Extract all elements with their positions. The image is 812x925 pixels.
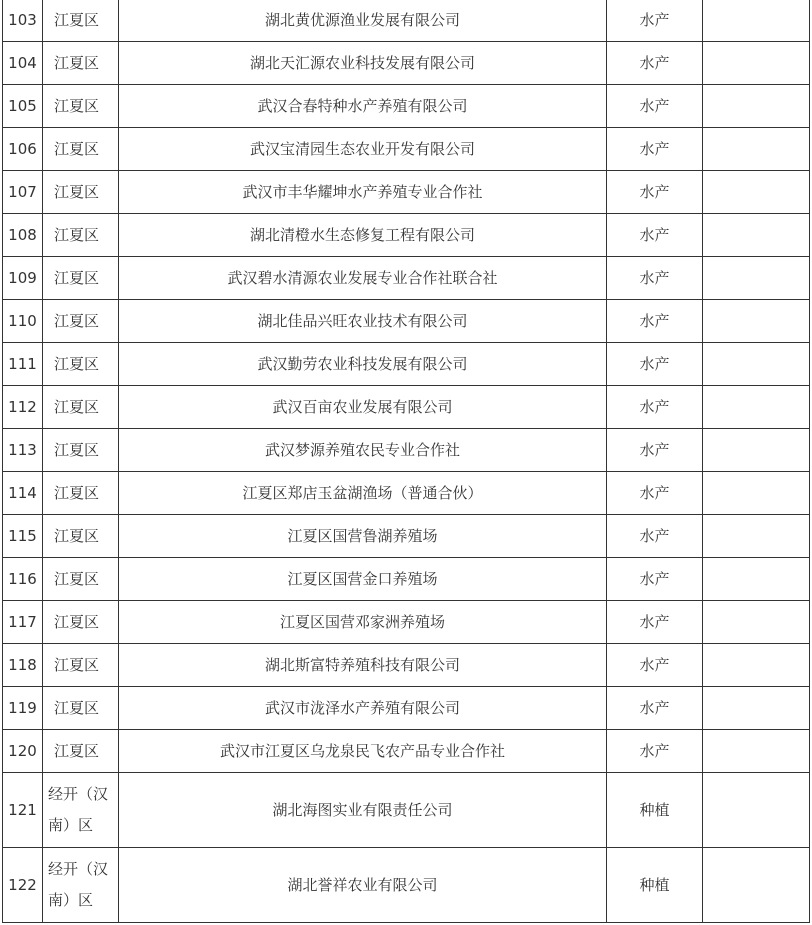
note-cell [703,42,810,85]
company-name-cell: 武汉宝清园生态农业开发有限公司 [119,128,607,171]
district-cell: 江夏区 [43,472,119,515]
table-row [3,601,810,644]
note-cell [703,214,810,257]
category-cell: 水产 [607,0,703,42]
table-row [3,343,810,386]
note-cell [703,257,810,300]
note-cell [703,644,810,687]
row-number: 118 [3,644,43,687]
row-number: 107 [3,171,43,214]
category-cell: 水产 [607,42,703,85]
row-number: 105 [3,85,43,128]
company-name-cell: 湖北海图实业有限责任公司 [119,773,607,848]
company-name-cell: 江夏区国营金口养殖场 [119,558,607,601]
category-cell: 水产 [607,343,703,386]
company-name-cell: 武汉市江夏区乌龙泉民飞农产品专业合作社 [119,730,607,773]
note-cell [703,429,810,472]
district-line-1: 经开（汉 [48,785,109,803]
company-name-cell: 武汉梦源养殖农民专业合作社 [119,429,607,472]
table-row [3,687,810,730]
row-number: 115 [3,515,43,558]
note-cell [703,601,810,644]
table-row [3,644,810,687]
category-cell: 水产 [607,214,703,257]
company-name-cell: 武汉勤劳农业科技发展有限公司 [119,343,607,386]
district-cell: 江夏区 [43,214,119,257]
row-number: 119 [3,687,43,730]
row-number: 117 [3,601,43,644]
district-cell: 江夏区 [43,0,119,42]
company-name-cell: 湖北清橙水生态修复工程有限公司 [119,214,607,257]
district-cell: 江夏区 [43,85,119,128]
district-cell: 江夏区 [43,42,119,85]
row-number: 104 [3,42,43,85]
district-line-2: 南）区 [48,891,94,909]
company-name-cell: 江夏区郑店玉盆湖渔场（普通合伙） [119,472,607,515]
row-number: 103 [3,0,43,42]
row-number: 112 [3,386,43,429]
note-cell [703,85,810,128]
table-row [3,848,810,923]
table-row [3,257,810,300]
company-name-cell: 湖北誉祥农业有限公司 [119,848,607,923]
company-name-cell: 武汉市泷泽水产养殖有限公司 [119,687,607,730]
category-cell: 水产 [607,128,703,171]
category-cell: 水产 [607,472,703,515]
category-cell: 水产 [607,687,703,730]
district-cell: 江夏区 [43,300,119,343]
district-cell: 江夏区 [43,558,119,601]
note-cell [703,515,810,558]
table-row [3,515,810,558]
table-row [3,429,810,472]
category-cell: 水产 [607,730,703,773]
note-cell [703,687,810,730]
table-row [3,128,810,171]
company-name-cell: 江夏区国营邓家洲养殖场 [119,601,607,644]
row-number: 114 [3,472,43,515]
note-cell [703,472,810,515]
note-cell [703,0,810,42]
note-cell [703,730,810,773]
category-cell: 水产 [607,429,703,472]
company-name-cell: 武汉市丰华耀坤水产养殖专业合作社 [119,171,607,214]
row-number: 116 [3,558,43,601]
table-row [3,472,810,515]
table-row [3,171,810,214]
category-cell: 水产 [607,601,703,644]
row-number: 111 [3,343,43,386]
category-cell: 种植 [607,773,703,848]
note-cell [703,773,810,848]
district-cell: 江夏区 [43,644,119,687]
note-cell [703,558,810,601]
district-cell: 江夏区 [43,257,119,300]
district-cell: 江夏区 [43,128,119,171]
district-cell: 江夏区 [43,687,119,730]
district-cell: 江夏区 [43,171,119,214]
row-number: 110 [3,300,43,343]
note-cell [703,300,810,343]
note-cell [703,128,810,171]
note-cell [703,343,810,386]
district-cell: 江夏区 [43,730,119,773]
note-cell [703,386,810,429]
row-number: 106 [3,128,43,171]
district-cell [43,773,119,848]
company-name-cell: 江夏区国营鲁湖养殖场 [119,515,607,558]
district-line-2: 南）区 [48,816,94,834]
table-body [3,0,810,923]
district-cell: 江夏区 [43,386,119,429]
category-cell: 水产 [607,644,703,687]
table-row [3,558,810,601]
category-cell: 种植 [607,848,703,923]
note-cell [703,171,810,214]
company-name-cell: 武汉百亩农业发展有限公司 [119,386,607,429]
category-cell: 水产 [607,515,703,558]
company-name-cell: 湖北斯富特养殖科技有限公司 [119,644,607,687]
category-cell: 水产 [607,558,703,601]
table-row [3,730,810,773]
enterprise-table [2,0,810,923]
district-line-1: 经开（汉 [48,860,109,878]
table-row [3,386,810,429]
company-name-cell: 武汉碧水清源农业发展专业合作社联合社 [119,257,607,300]
company-name-cell: 湖北天汇源农业科技发展有限公司 [119,42,607,85]
district-cell: 江夏区 [43,429,119,472]
category-cell: 水产 [607,386,703,429]
category-cell: 水产 [607,300,703,343]
district-cell: 江夏区 [43,515,119,558]
company-name-cell: 湖北黄优源渔业发展有限公司 [119,0,607,42]
row-number: 108 [3,214,43,257]
table-row [3,773,810,848]
table-row [3,42,810,85]
note-cell [703,848,810,923]
district-cell: 江夏区 [43,343,119,386]
table-row [3,0,810,42]
row-number: 121 [3,773,43,848]
company-name-cell: 湖北佳品兴旺农业技术有限公司 [119,300,607,343]
company-name-cell: 武汉合春特种水产养殖有限公司 [119,85,607,128]
district-cell: 江夏区 [43,601,119,644]
row-number: 113 [3,429,43,472]
table-row [3,300,810,343]
category-cell: 水产 [607,85,703,128]
category-cell: 水产 [607,171,703,214]
row-number: 122 [3,848,43,923]
category-cell: 水产 [607,257,703,300]
row-number: 109 [3,257,43,300]
district-cell [43,848,119,923]
table-row [3,85,810,128]
table-row [3,214,810,257]
row-number: 120 [3,730,43,773]
